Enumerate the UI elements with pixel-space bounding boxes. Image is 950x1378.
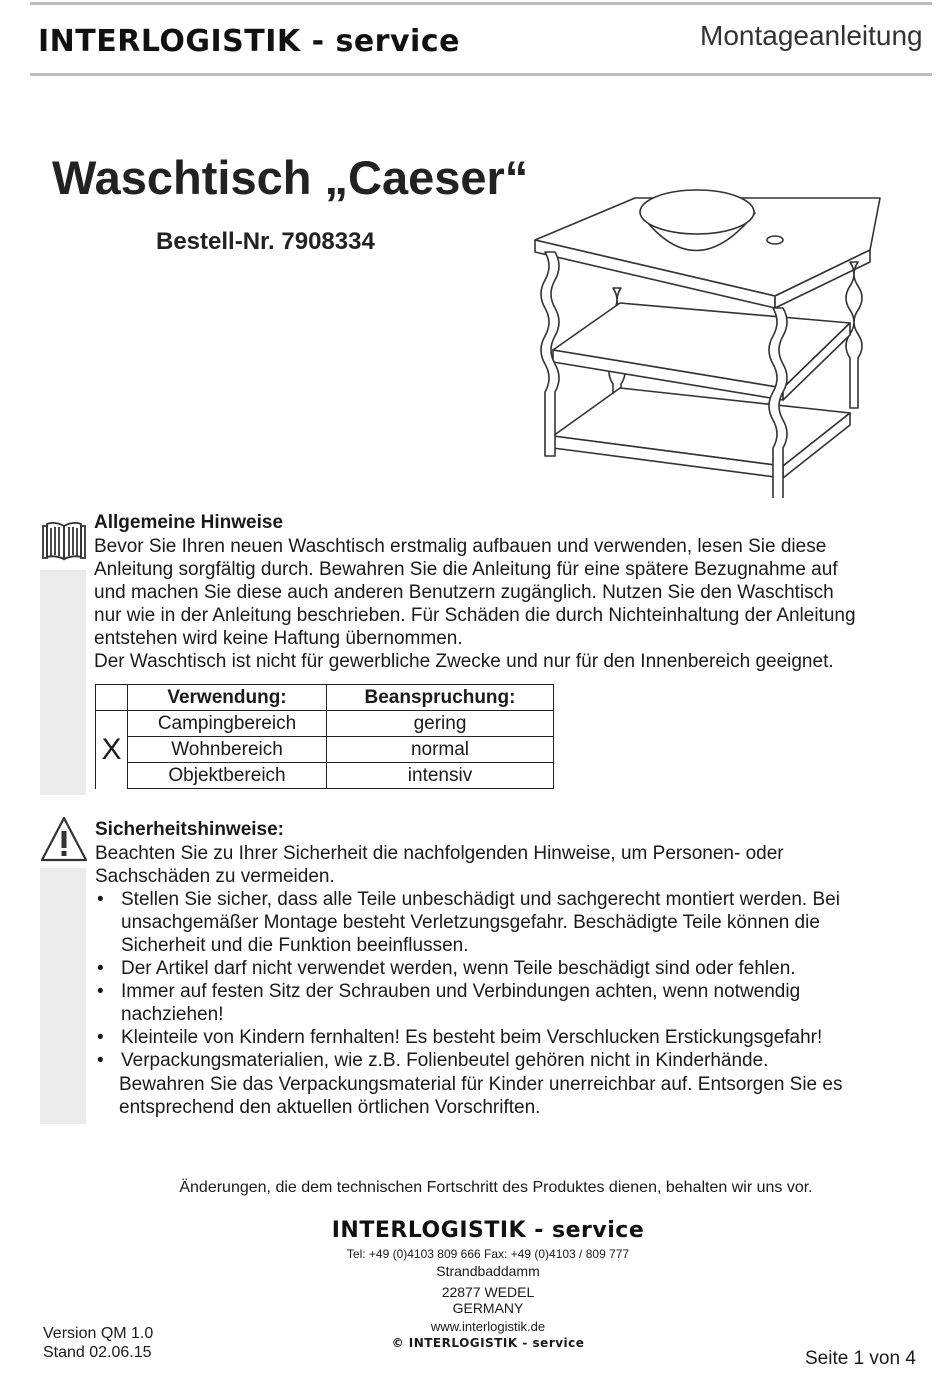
table-row xyxy=(96,763,554,789)
table-row xyxy=(96,711,554,737)
list-item xyxy=(95,957,935,980)
list-item xyxy=(95,1049,935,1072)
safety-tail-line: entsprechend den aktuellen örtlichen Vorschriften. xyxy=(119,1097,541,1118)
usage-cell: Wohnbereich xyxy=(128,737,327,763)
product-title: Waschtisch „Caeser“ xyxy=(52,151,529,204)
footer-web: www.interlogistik.de xyxy=(430,1319,546,1334)
list-item xyxy=(95,888,935,957)
general-heading: Allgemeine Hinweise xyxy=(94,512,284,533)
usage-cell: Campingbereich xyxy=(128,711,327,737)
footer-street: Strandbaddamm xyxy=(436,1263,540,1279)
book-icon xyxy=(40,520,88,562)
header-top-rule xyxy=(30,2,932,5)
safety-heading: Sicherheitshinweise: xyxy=(95,819,285,840)
bullet-line: nachziehen! xyxy=(121,1004,224,1025)
footer-address-block xyxy=(330,1218,646,1350)
list-item xyxy=(95,1026,935,1049)
general-line: und machen Sie diese auch anderen Benutzern zugänglich. Nutzen Sie den Waschtisch xyxy=(94,582,834,603)
general-sidebar xyxy=(40,570,86,795)
list-item xyxy=(95,980,935,1026)
general-line: Bevor Sie Ihren neuen Waschtisch erstmalig aufbauen und verwenden, lesen Sie diese xyxy=(94,536,827,557)
general-line: Der Waschtisch ist nicht für gewerbliche Zwecke und nur für den Innenbereich geeignet. xyxy=(94,651,834,672)
order-number: Bestell-Nr. 7908334 xyxy=(156,228,375,255)
usage-table xyxy=(95,684,554,789)
table-header-row xyxy=(96,685,554,711)
warning-triangle-icon xyxy=(40,815,88,863)
version-info xyxy=(43,1324,153,1362)
header-bottom-rule xyxy=(30,73,932,76)
header-logo: INTERLOGISTIK - service xyxy=(38,24,460,59)
bullet-line: • Verpackungsmaterialien, wie z.B. Folienbeutel gehören nicht in Kinderhände. xyxy=(121,1050,769,1071)
usage-mark: X xyxy=(96,711,128,789)
bullet-line: • Immer auf festen Sitz der Schrauben und Verbindungen achten, wenn notwendig xyxy=(121,981,801,1002)
safety-intro-line: Sachschäden zu vermeiden. xyxy=(95,866,335,887)
general-line: nur wie in der Anleitung beschrieben. Für Schäden die durch Nichteinhaltung der Anleitung xyxy=(94,605,856,626)
page-number: Seite 1 von 4 xyxy=(805,1348,916,1369)
table-row xyxy=(96,737,554,763)
footer-contact: Tel: +49 (0)4103 809 666 Fax: +49 (0)4103 / 809 777 xyxy=(346,1247,630,1261)
version-label: Version QM 1.0 xyxy=(43,1325,154,1342)
bullet-line: • Kleinteile von Kindern fernhalten! Es besteht beim Verschlucken Erstickungsgefahr! xyxy=(121,1027,823,1048)
safety-tail xyxy=(119,1073,939,1119)
stress-header: Beanspruchung: xyxy=(327,685,554,711)
safety-bullet-list xyxy=(95,888,935,1072)
general-line: entstehen wird keine Haftung übernommen. xyxy=(94,628,463,649)
bullet-line: • Stellen Sie sicher, dass alle Teile unbeschädigt und sachgerecht montiert werden. Bei xyxy=(121,889,840,910)
stress-cell: normal xyxy=(327,737,554,763)
change-notice: Änderungen, die dem technischen Fortschritt des Produktes dienen, behalten wir uns vor. xyxy=(179,1179,813,1196)
date-label: Stand 02.06.15 xyxy=(43,1344,152,1361)
stress-cell: intensiv xyxy=(327,763,554,789)
mark-header-cell xyxy=(96,685,128,711)
bullet-line: • Der Artikel darf nicht verwendet werden, wenn Teile beschädigt sind oder fehlen. xyxy=(121,958,796,979)
footer-copyright: © INTERLOGISTIK - service xyxy=(391,1336,585,1350)
safety-intro-line: Beachten Sie zu Ihrer Sicherheit die nachfolgenden Hinweise, um Personen- oder xyxy=(95,843,784,864)
usage-cell: Objektbereich xyxy=(128,763,327,789)
safety-sidebar xyxy=(40,868,86,1124)
footer-country: GERMANY xyxy=(452,1300,524,1316)
general-line: Anleitung sorgfältig durch. Bewahren Sie die Anleitung für eine spätere Bezugnahme auf xyxy=(94,559,838,580)
footer-logo: INTERLOGISTIK - service xyxy=(331,1218,645,1243)
document-type: Montageanleitung xyxy=(700,20,923,51)
bullet-line: unsachgemäßer Montage besteht Verletzungsgefahr. Beschädigte Teile können die xyxy=(121,912,820,933)
bullet-line: Sicherheit und die Funktion beeinflussen. xyxy=(121,935,469,956)
safety-tail-line: Bewahren Sie das Verpackungsmaterial für Kinder unerreichbar auf. Entsorgen Sie es xyxy=(119,1074,843,1095)
stress-cell: gering xyxy=(327,711,554,737)
washstand-illustration xyxy=(525,178,905,498)
usage-header: Verwendung: xyxy=(128,685,327,711)
general-paragraph xyxy=(94,535,939,673)
footer-city: 22877 WEDEL xyxy=(441,1284,535,1300)
safety-intro xyxy=(95,842,935,888)
